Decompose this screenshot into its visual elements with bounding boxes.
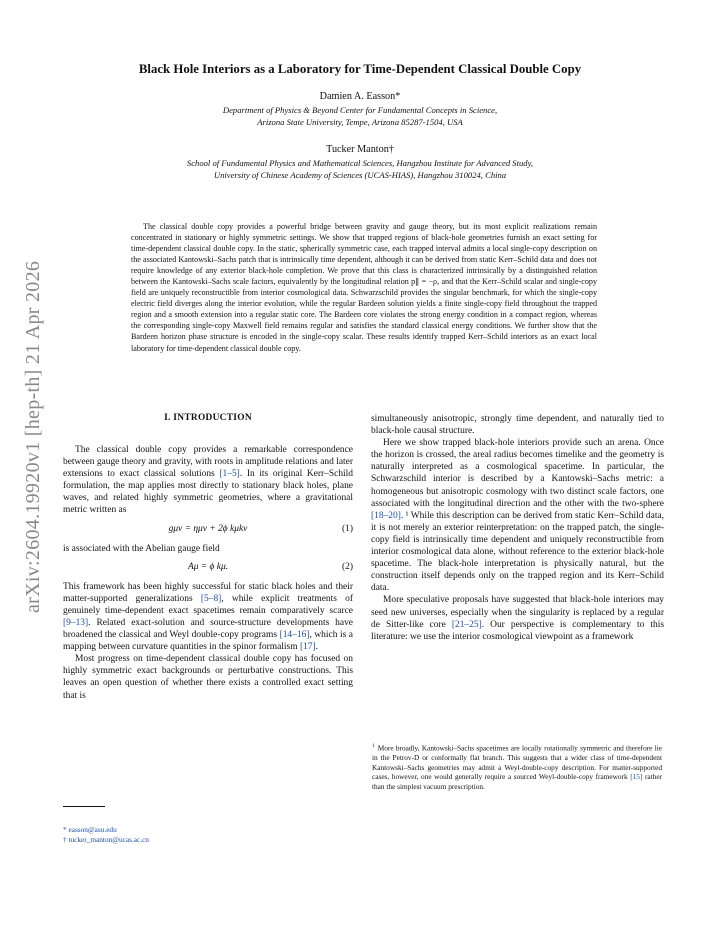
citation-link[interactable]: [1–5]	[219, 469, 240, 480]
intro-mid-text: is associated with the Abelian gauge field	[63, 543, 220, 554]
citation-link[interactable]: [21–25]	[451, 619, 482, 630]
equation-2-number: (2)	[341, 561, 353, 572]
section-heading-introduction: I. INTRODUCTION	[164, 413, 252, 423]
affiliation-2-line-2: University of Chinese Academy of Sciences (UCAS-HIAS), Hangzhou 310024, China	[213, 170, 507, 180]
affiliation-2-line-1: School of Fundamental Physics and Mathematical Sciences, Hangzhou Institute for Advanced Study,	[186, 158, 534, 168]
equation-1-expression: gμν = ημν + 2ϕ kμkν	[168, 523, 248, 534]
equation-1-number: (1)	[341, 523, 353, 534]
affiliation-2	[60, 157, 660, 181]
arxiv-identifier-stamp: arXiv:2604.19920v1 [hep-th] 21 Apr 2026	[22, 260, 44, 613]
left-column	[63, 444, 353, 702]
intro-paragraph-4	[371, 437, 664, 594]
text-segment: . ¹ While this description can be derived from static Kerr–Schild data, it is not merely an exterior reinterpretation: on the trapped patch, the single-copy field is intrinsically time dependent and uniquely reconstructible from interior cosmological data alone, without reference to the exterior black-hole spacetime. The black-hole interpretation is physically natural, but the construction itself depends only on the trapped region and its Kerr–Schild data.	[371, 510, 664, 594]
footnote-1	[372, 742, 662, 791]
author-name-2: Tucker Manton†	[326, 144, 394, 155]
footnote-1-mark: 1	[372, 743, 375, 749]
text-segment: . Related exact-solution and source-structure developments have broadened the classical and Weyl double-copy programs	[63, 617, 353, 641]
text-segment: More speculative proposals have suggested that black-hole interiors may seed new universes, especially when the singularity is replaced by a regular de Sitter-like core	[371, 595, 664, 630]
equation-2	[63, 555, 353, 581]
equation-2-expression: Aμ = ϕ kμ.	[187, 561, 229, 572]
intro-paragraph-3: Most progress on time-dependent classical double copy has focused on highly symmetric exact backgrounds or perturbative constructions. This leaves an open question of whether there exists a controlled exact setting that is	[63, 654, 353, 701]
email-manton-link[interactable]: † tucker_manton@ucas.ac.cn	[63, 834, 149, 844]
text-segment: , while explicit treatments of genuinely time-dependent exact spacetimes remain comparatively scarce	[63, 593, 353, 616]
citation-link[interactable]: [5–8]	[200, 593, 222, 604]
affiliation-1-line-1: Department of Physics & Beyond Center for Fundamental Concepts in Science,	[222, 105, 498, 115]
intro-paragraph-1-continued: simultaneously anisotropic, strongly time dependent, and naturally tied to black-hole causal structure.	[371, 414, 664, 437]
text-segment: Here we show trapped black-hole interiors provide such an arena. Once the horizon is crossed, the areal radius becomes timelike and the geometry is naturally interpreted as a cosmological spacetime. In particular, the Schwarzschild interior is described by a Kantowski–Sachs metric: a homogeneous but anisotropic cosmology with two distinct scale factors, one associated with the longitudinal direction and the other with the two-sphere	[371, 438, 664, 509]
text-segment: rather than the simplest vacuum prescription.	[372, 772, 662, 791]
text-segment: More broadly, Kantowski–Sachs spacetimes are locally rotationally symmetric and therefore lie in the Petrov-D or conformally flat branch. This suggests that a wider class of time-dependent Kantowski–Sachs geometries may admit a Weyl-double-copy description. For matter-supported cases, however, one would generally require a sourced Weyl-double-copy framework	[372, 743, 662, 782]
intro-paragraph-5	[371, 594, 664, 642]
text-segment: . In its original Kerr–Schild formulation, the map applies most directly to stationary black holes, plane waves, and related highly symmetric geometries, where a gravitational metric written as	[63, 469, 353, 516]
author-email-footnotes	[63, 825, 353, 844]
intro-paragraph-1	[63, 444, 353, 517]
email-easson-link[interactable]: * easson@asu.edu	[63, 825, 117, 834]
citation-link[interactable]: [15]	[630, 772, 643, 782]
text-segment: .	[315, 642, 319, 653]
affiliation-1	[60, 104, 660, 128]
citation-link[interactable]: [9–13]	[63, 617, 89, 628]
text-segment: . Our perspective is complementary to this literature: we use the interior cosmological viewpoint as a framework	[371, 619, 664, 642]
citation-link[interactable]: [18–20]	[371, 510, 401, 521]
abstract: The classical double copy provides a powerful bridge between gravity and gauge theory, but its most explicit realizations remain concentrated in stationary or highly symmetric settings. We show that trapped regions of black-hole geometries furnish an exact setting for time-dependent classical double copy. In the static, spherically symmetric case, each trapped interval admits a local single-copy description on the associated Kantowski–Sachs patch that is intrinsically time dependent, although it can be derived from static Kerr–Schild data and does not require knowledge of any exterior black-hole completion. We prove that this class is characterized intrinsically by a distinguished relation between the Kantowski–Sachs scale factors, equivalently by the longitudinal relation p∥ = −ρ, and that the Kerr–Schild scalar and single-copy field are uniquely reconstructible from interior cosmological data. Schwarzschild provides the singular benchmark, for which the single-copy electric field diverges along the interior evolution, while the regular Bardeen solution yields a finite single-copy field throughout the trapped region and a smooth extension into a regular static core. The Bardeen core violates the strong energy condition in a compact region, whereas the corresponding single-copy Maxwell field remains regular and satisfies the standard classical energy conditions. We further show that the Bardeen horizon phase structure is encoded in the single-copy scalar. These results identify trapped Kerr–Schild interiors as an exact local laboratory for time-dependent classical double copy.	[131, 222, 597, 353]
affiliation-1-line-2: Arizona State University, Tempe, Arizona 85287-1504, USA	[257, 117, 463, 127]
footnote-divider	[63, 806, 105, 807]
paper-title: Black Hole Interiors as a Laboratory for Time-Dependent Classical Double Copy	[138, 62, 582, 76]
text-segment: This framework has been highly successful for static black holes and their matter-supported generalizations	[63, 581, 353, 604]
intro-paragraph-2	[63, 581, 353, 654]
equation-1	[63, 517, 353, 543]
text-segment: , which is a mapping between curvature quantities in the spinor formalism	[63, 630, 353, 653]
citation-link[interactable]: [17]	[299, 642, 316, 653]
citation-link[interactable]: [14–16]	[279, 630, 310, 641]
right-column	[371, 413, 664, 643]
author-name-1: Damien A. Easson*	[319, 91, 401, 102]
text-segment: The classical double copy provides a remarkable correspondence between gauge theory and gravity, with roots in amplitude relations and later extensions to exact classical solutions	[63, 445, 353, 480]
